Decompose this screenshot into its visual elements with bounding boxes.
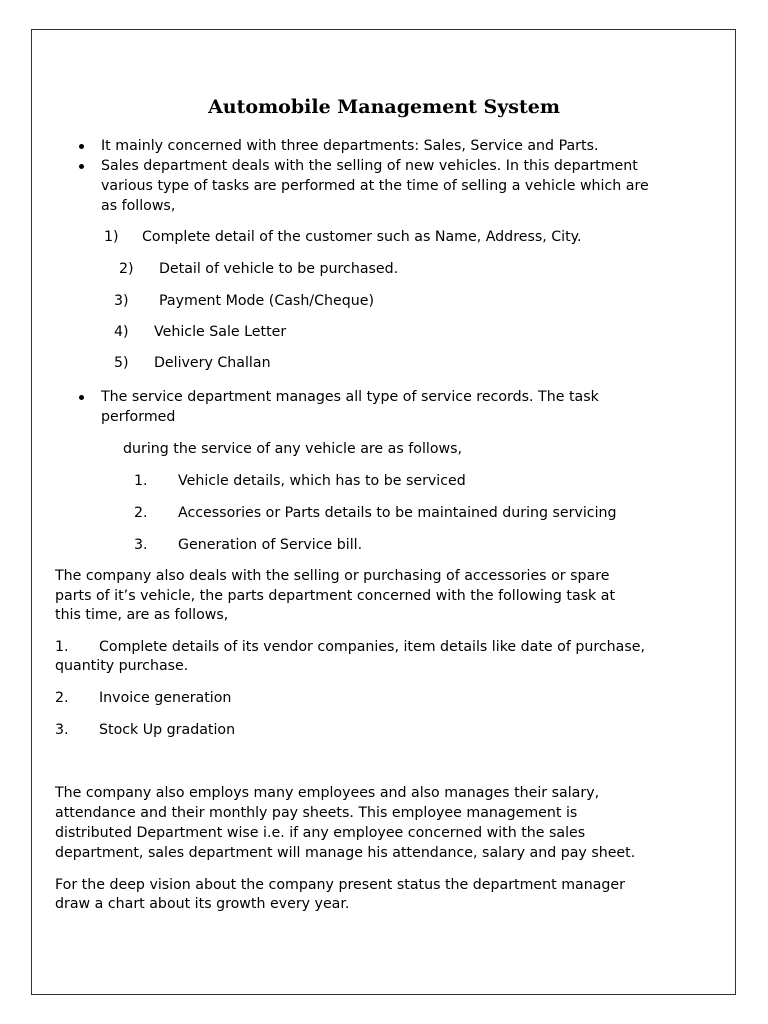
list-number: 1) — [104, 229, 119, 245]
bullet-line: Sales department deals with the selling of new vehicles. In this department — [101, 158, 638, 174]
list-item-continuation: quantity purchase. — [55, 658, 189, 674]
bullet-continuation: during the service of any vehicle are as follows, — [123, 441, 463, 457]
paragraph-line: The company also deals with the selling or purchasing of accessories or spare — [55, 568, 610, 584]
list-item: Payment Mode (Cash/Cheque) — [159, 293, 374, 309]
list-item: Vehicle Sale Letter — [154, 324, 287, 340]
list-number: 1. — [134, 473, 148, 489]
paragraph-line: department, sales department will manage his attendance, salary and pay sheet. — [55, 845, 636, 861]
list-number: 2) — [119, 261, 134, 277]
paragraph-line: The company also employs many employees and also manages their salary, — [55, 785, 600, 801]
list-item: Complete detail of the customer such as Name, Address, City. — [142, 229, 582, 245]
list-item: Vehicle details, which has to be serviced — [178, 473, 466, 489]
paragraph-line: parts of it’s vehicle, the parts department concerned with the following task at — [55, 588, 616, 604]
list-item: Complete details of its vendor companies, item details like date of purchase, — [99, 639, 645, 655]
bullet-marker — [79, 395, 84, 400]
list-number: 2. — [55, 690, 69, 706]
paragraph-line: this time, are as follows, — [55, 607, 229, 623]
list-item: Invoice generation — [99, 690, 232, 706]
list-number: 2. — [134, 505, 148, 521]
bullet-line: performed — [101, 409, 176, 425]
list-item: Detail of vehicle to be purchased. — [159, 261, 399, 277]
paragraph-line: attendance and their monthly pay sheets. This employee management is — [55, 805, 578, 821]
document-title: Automobile Management System — [208, 96, 560, 118]
list-number: 4) — [114, 324, 129, 340]
bullet-marker — [79, 164, 84, 169]
list-item: Accessories or Parts details to be maintained during servicing — [178, 505, 617, 521]
list-number: 3. — [134, 537, 148, 553]
bullet-line: various type of tasks are performed at the time of selling a vehicle which are — [101, 178, 649, 194]
paragraph-line: distributed Department wise i.e. if any employee concerned with the sales — [55, 825, 586, 841]
list-item: Stock Up gradation — [99, 722, 236, 738]
bullet-line: as follows, — [101, 198, 176, 214]
list-item: Generation of Service bill. — [178, 537, 363, 553]
paragraph-line: draw a chart about its growth every year. — [55, 896, 350, 912]
list-number: 3. — [55, 722, 69, 738]
bullet-marker — [79, 144, 84, 149]
list-number: 3) — [114, 293, 129, 309]
bullet-line: The service department manages all type of service records. The task — [101, 389, 599, 405]
bullet-text: It mainly concerned with three departments: Sales, Service and Parts. — [101, 138, 599, 154]
paragraph-line: For the deep vision about the company present status the department manager — [55, 877, 625, 893]
list-number: 1. — [55, 639, 69, 655]
list-item: Delivery Challan — [154, 355, 271, 371]
list-number: 5) — [114, 355, 129, 371]
